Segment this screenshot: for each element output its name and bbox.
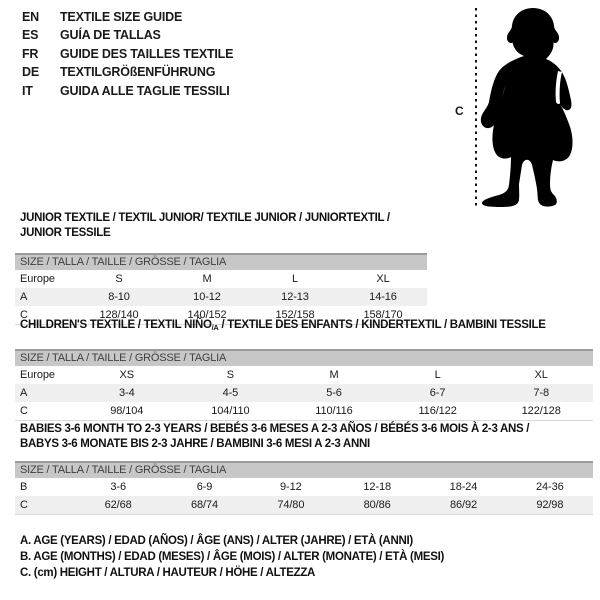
cell-value: 3-6 [110, 481, 126, 493]
guide-title: TEXTILE SIZE GUIDE [60, 10, 183, 24]
height-measure-dashed-line [475, 8, 477, 207]
title-text: CHILDREN'S TEXTILE / TEXTIL NIÑO [20, 319, 212, 331]
cell-value: 152/158 [275, 309, 315, 321]
junior-textile-section [15, 211, 427, 325]
cell-value: 128/140 [99, 309, 139, 321]
row-label: B [20, 481, 28, 493]
row-label: A [20, 387, 28, 399]
cell-value: 6-7 [429, 387, 446, 399]
cell-value: S [115, 273, 123, 285]
table-row [15, 496, 593, 515]
cell-value: 62/68 [104, 499, 132, 511]
cell-value: 8-10 [108, 291, 130, 303]
guide-title: GUIDE DES TAILLES TEXTILE [60, 46, 234, 61]
cell-value: 98/104 [110, 405, 144, 417]
cell-value: 68/74 [190, 499, 218, 511]
cell-value: 92/98 [536, 499, 564, 511]
title-text: / TEXTILE DES ENFANTS / KINDERTEXTIL / BAMBINI TESSILE [218, 319, 546, 331]
title-line-1: BABIES 3-6 MONTH TO 2-3 YEARS / BEBÉS 3-6 MESES A 2-3 AÑOS / BÉBÉS 3-6 MOIS À 2-3 ANS / [20, 423, 530, 435]
cell-value: 18-24 [449, 481, 478, 493]
children-size-table [15, 366, 593, 421]
row-label: A [20, 291, 28, 303]
cell-value: L [291, 273, 299, 285]
cell-value: 104/110 [211, 405, 250, 417]
babies-textile-section [15, 422, 593, 515]
legend-notes [20, 533, 444, 582]
table-row [15, 478, 593, 496]
cell-value: XL [534, 369, 548, 381]
lang-code: ES [22, 28, 39, 43]
cell-value: 4-5 [222, 387, 239, 399]
cell-value: 7-8 [533, 387, 549, 399]
title-subscript: /A [211, 323, 219, 332]
cell-value: 116/122 [418, 405, 457, 417]
cell-value: 14-16 [369, 291, 397, 303]
guide-title: TEXTILGRÖßENFÜHRUNG [60, 65, 216, 80]
cell-value: XL [376, 273, 390, 285]
cell-value: 110/116 [315, 405, 353, 417]
table-row [15, 384, 593, 402]
title-line-2: BABYS 3-6 MONATE BIS 2-3 JAHRE / BAMBINI 3-6 MESI A 2-3 ANNI [20, 438, 370, 450]
lang-code: IT [22, 83, 33, 98]
cell-value: M [329, 369, 339, 381]
cell-value: 80/86 [363, 499, 391, 511]
guide-title: GUÍA DE TALLAS [60, 28, 161, 43]
note-age-months: B. AGE (MONTHS) / EDAD (MESES) / ÂGE (MOIS) / ALTER (MONATE) / ETÀ (MESI) [20, 551, 445, 564]
children-textile-section [15, 318, 593, 421]
lang-code: FR [22, 46, 39, 61]
section-title [20, 318, 593, 335]
cell-value: 74/80 [277, 499, 305, 511]
cell-value: S [226, 369, 235, 381]
cell-value: 140/152 [187, 309, 227, 321]
table-row [15, 270, 427, 288]
cell-value: 12-18 [363, 481, 391, 493]
cell-value: 6-9 [196, 481, 213, 493]
section-title: JUNIOR TEXTILE / TEXTIL JUNIOR/ TEXTILE JUNIOR / JUNIORTEXTIL / JUNIOR TESSILE [20, 212, 390, 239]
cell-value: 122/128 [521, 405, 561, 417]
note-age-years: A. AGE (YEARS) / EDAD (AÑOS) / ÂGE (ANS) / ALTER (JAHRE) / ETÀ (ANNI) [20, 535, 413, 547]
cell-value: 10-12 [193, 291, 221, 303]
junior-size-table [15, 270, 427, 325]
cell-value: 86/92 [449, 499, 477, 511]
lang-code: DE [22, 65, 39, 80]
cell-value: L [434, 369, 441, 381]
note-height: C. (cm) HEIGHT / ALTURA / HAUTEUR / HÖHE / ALTEZZA [20, 567, 316, 580]
cell-value: 5-6 [326, 387, 342, 399]
size-header-bar: SIZE / TALLA / TAILLE / GRÖSSE / TAGLIA [15, 461, 593, 478]
row-label: Europe [20, 273, 55, 285]
row-label: Europe [20, 369, 55, 381]
babies-size-table [15, 478, 593, 515]
cell-value: 9-12 [280, 481, 302, 493]
row-label: C [20, 499, 28, 511]
table-row [15, 402, 593, 421]
table-row [15, 366, 593, 384]
cell-value: XS [119, 369, 135, 381]
size-header-bar: SIZE / TALLA / TAILLE / GRÖSSE / TAGLIA [15, 253, 427, 270]
cell-value: M [202, 273, 212, 285]
cell-value: 3-4 [118, 387, 135, 399]
table-row [15, 288, 427, 306]
cell-value: 158/170 [363, 309, 403, 321]
row-label: C [20, 405, 28, 417]
toddler-silhouette-icon [478, 8, 600, 208]
size-header-bar: SIZE / TALLA / TAILLE / GRÖSSE / TAGLIA [15, 349, 593, 366]
height-marker-label: C [455, 104, 464, 118]
row-label: C [20, 309, 28, 321]
guide-title: GUIDA ALLE TAGLIE TESSILI [60, 83, 230, 98]
lang-code: EN [22, 10, 39, 24]
cell-value: 24-36 [536, 481, 564, 493]
section-title [20, 422, 593, 452]
cell-value: 12-13 [281, 291, 309, 303]
language-title-list [22, 8, 233, 100]
